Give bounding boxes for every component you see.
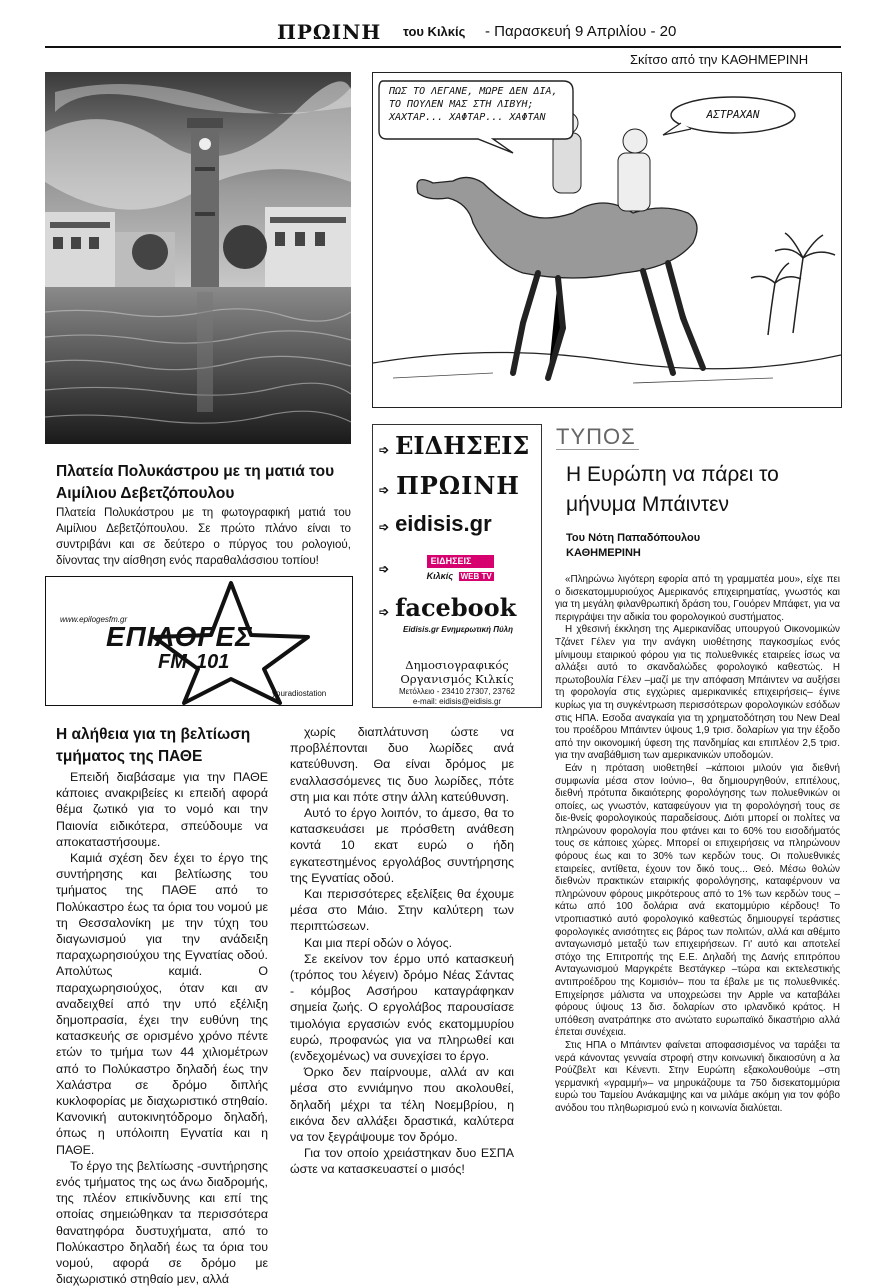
typos-article-byline: Του Νότη Παπαδόπουλου ΚΑΘΗΜΕΡΙΝΗ bbox=[566, 532, 701, 559]
newspaper-brand: ΠΡΩΙΝΗ bbox=[277, 20, 382, 44]
radio-frequency: 101 bbox=[196, 651, 230, 673]
issue-date-page: - Παρασκευή 9 Απριλίου - 20 bbox=[485, 23, 677, 40]
promo-organization: Δημοσιογραφικός Οργανισμός Κιλκίς bbox=[400, 658, 514, 686]
promo-item-facebook[interactable]: ➩ facebook bbox=[379, 593, 517, 622]
editorial-cartoon bbox=[372, 72, 842, 408]
section-rule bbox=[556, 449, 639, 450]
typos-article-title: Η Ευρώπη να πάρει το μήνυμα Μπάιντεν bbox=[566, 463, 779, 516]
section-label: ΤΥΠΟΣ bbox=[556, 424, 636, 449]
radio-name: ΕΠΙΛΟΓΕΣ bbox=[106, 621, 253, 652]
photo-story-title: Πλατεία Πολυκάστρου με τη ματιά του Αιμίλιου Δεβετζόπουλου bbox=[56, 463, 335, 502]
promo-contact: Μετόλλειο - 23410 27307, 23762 e-mail: eidisis@eidisis.gr bbox=[399, 687, 515, 706]
arrow-right-icon: ➩ bbox=[379, 562, 390, 576]
arrow-right-icon: ➩ bbox=[379, 605, 390, 619]
pathe-article-title: Η αλήθεια για τη βελτίωση τμήματος της ΠΑΘΕ bbox=[56, 726, 251, 765]
cartoon-speech-right: ΑΣΤΡΑΧΑΝ bbox=[706, 108, 760, 121]
promo-item-webtv[interactable] bbox=[379, 555, 494, 582]
promo-item-website[interactable]: ➩ eidisis.gr bbox=[379, 511, 492, 536]
arrow-right-icon: ➩ bbox=[379, 483, 391, 497]
media-promo-box bbox=[372, 424, 542, 708]
webtv-top-label: ΕΙΔΗΣΕΙΣ bbox=[427, 555, 494, 568]
radio-advertisement[interactable] bbox=[45, 576, 353, 706]
radio-tagline: youradiostation bbox=[272, 689, 327, 698]
promo-item-proini[interactable]: ➩ ΠΡΩΙΝΗ bbox=[379, 471, 520, 500]
clock-tower-photo-illustration bbox=[45, 72, 351, 444]
cartoon-speech-left: ΠΩΣ ΤΟ ΛΕΓΑΝΕ, ΜΩΡΕ ΔΕΝ ΔΙΑ, ΤΟ ΠΟΥΛΕΝ ΜΑΣ ΣΤΗ ΛΙΒΥΗ; ΧΑΧΤΑΡ... ΧΑΦΤΑΡ... ΧΑΦΤΑΝ bbox=[389, 86, 558, 123]
typos-article-body: «Πληρώνω λιγότερη εφορία από τη γραμματέα μου», είχε πει ο δισεκατομμυριούχος Αμερικανός επιχειρηματίας, γνωστός και για τη μεγάλη φιλανθρωπική δράση του, Γουόρεν Μπάφετ, για να περιγράψει την αδικία του φορολογικού συστήματος. Η χθεσινή έκκληση της Αμερικανίδας υπουργού Οικονομικών Τζάνετ Γέλεν για την ανάγκη υιοθέτησης παγκοσμίως ενός μίνιμουμ εταιρικού φόρου για τις πολυεθνικές εταιρείες ίσως να αλλάξει αυτό το σκανδαλώδες φορολογικό καθεστώς. Η πρωτοβουλία Γέλεν –μαζί με την απόφαση Μπάιντεν να αυξήσει τη φορολογία στις εγχώριες αμερικανικές επιχειρήσεις– έγινε κυρίως για τη συγκέντρωση περισσότερων φορολογικών εσόδων στις ΗΠΑ. Εσοδα αναγκαία για τη χρηματοδότηση του New Deal του προέδρου Μπάιντεν ύψους 1,9 τρισ. δολαρίων για την έξοδο από την οικονομική ύφεση της πανδημίας και επιπλέον 2,5 τρισ. για την αναβάθμιση των αμερικανικών υποδομών. Εάν η πρόταση υιοθετηθεί –κάποιοι μιλούν για διεθνή συμφωνία μέσα στον Ιούνιο–, θα δημιουργηθούν, επιτέλους, διεθνή πρότυπα δικαιότερης φορολόγησης των πολυεθνικών οι οποίες, ως γνωστόν, καταφεύγουν για τη φορολόγησή τους σε διε-θνείς φορολογικούς παραδείσους. Διότι μπορεί οι πολίτες να πληρώνουν φορολογία που φτάνει και το 60% του εισοδήματός τους σε κάποιες χώρες. Μπορεί οι επιχειρήσεις να πληρώνουν φόρους έως και το 30% των κερδών τους. Οι πολυεθνικές εταιρείες, αντίθετα, έχουν τον δικό τους... Θεό. Μέσω θολών διεθνών πρακτικών εταιρικής φορολόγησης, καταφέρνουν να πληρώνουν φόρους μικρότερους από το 1% των κερδών τους – κάτω από 100 δολάρια ανά εκατομμύριο κέρδους! Το ντροπιαστικό αυτό φορολογικό καθεστώς δημιουργεί τεράστιες φορολογικές ανισότητες εις βάρος των πολιτών, αλλά και αθέμιτο ανταγωνισμό μεταξύ των επιχειρήσεων. Γι' αυτό και αποτελεί στόχο της Επιτροπής της Ε.Ε. Δηλαδή της Δανής επιτρόπου Ανταγωνισμού Μαργκρέτε Βεστάγκερ –τώρα και εκτελεστικής αντιπροέδρου της Κομισιόν– που τα έβαλε με τις πολυεθνικές. Επιχείρησε μάλιστα να υποχρεώσει την Apple να καταβάλει φόρους ύψους 13 δισ. δολαρίων στο ιρλανδικό κράτος. Η υπόθεση ανατράπηκε στο ανώτατο ευρωπαϊκό δικαστήριο αλλά έπεται συνέχεια. Στις ΗΠΑ ο Μπάιντεν φαίνεται αποφασισμένος να ταράξει τα νερά κάνοντας γενναία στροφή στην κοινωνική δικαιοσύνη α λα Ρούζβελτ και Κένεντι. Στην Ευρώπη εξακολουθούμε –στη γερμανική «γραμμή»– να μηρυκάζουμε τα 750 δισεκατομμύρια ευρώ του Ταμείου Ανάκαμψης και να μιλάμε ακόμη για τον φόβο ανόδου του πληθωρισμού ενώ η κοινωνία διαλύεται. bbox=[555, 574, 840, 1114]
radio-band: FM bbox=[158, 651, 187, 673]
photo-story-caption: Πλατεία Πολυκάστρου με τη φωτογραφική ματιά του Αιμίλιου Δεβετζόπουλου. Σε πρώτο πλάνο είναι το συντριβάνι και σε δεύτερο ο πύργος του ρολογιού, δίνοντας την αίσθηση ενός παραθαλάσσιου τοπίου! bbox=[56, 506, 351, 567]
promo-item-eidiseis[interactable]: ➩ ΕΙΔΗΣΕΙΣ bbox=[379, 431, 530, 460]
arrow-right-icon: ➩ bbox=[379, 443, 390, 457]
pathe-article-column-1: Επειδή διαβάσαμε για την ΠΑΘΕ κάποιες ανακριβείες κι επειδή αφορά θέμα ζωτικό για το νομό και την Παιονία ειδικότερα, σπεύδουμε να αποκαταστήσουμε. Καμιά σχέση δεν έχει το έργο της συντήρησης και βελτίωσης του τμήματος της ΠΑΘΕ από το Πολύκαστρο έως τα όρια του νομού με τη Θεσσαλονίκη με την τύχη του διαγωνισμού για την ανάδειξη παραχωρησιούχου της Εγνατίας οδού. Απολύτως καμιά. Ο παραχωρησιούχος, όταν και αν αναδειχθεί από την υπό εξέλιξη δημοπρασία, έχει την ευθύνη της κατασκευής σε ορισμένο χρόνο πέντε ετών το τμήμα των 44 χιλιομέτρων από το Πολύκαστρο δηλαδή έως την Χαλάστρα σε δρόμο διπλής κυκλοφορίας με διαχωριστικό στηθαίο. Κανονική αυτοκινητόδρομο δηλαδή, όπως η υπόλοιπη Εγνατία και η ΠΑΘΕ. Το έργο της βελτίωσης -συντήρησης ενός τμήματος της ως άνω διαδρομής, της πλέον επικίνδυνης και επί της οποίας σημειώθηκαν τα περισσότερα θανατηφόρα δυστυχήματα, από το Πολύκαστρο δηλαδή έως τα όρια του νομού, αφορά σε δρόμο με διαχωριστικό στηθαίο μεν, αλλά bbox=[56, 770, 268, 1287]
radio-url: www.epilogesfm.gr bbox=[60, 615, 128, 624]
webtv-label: WEB TV bbox=[460, 572, 492, 581]
arrow-right-icon: ➩ bbox=[379, 520, 390, 534]
facebook-subtitle: Eidisis.gr Ενημερωτική Πύλη bbox=[403, 625, 514, 634]
newspaper-city: του Κιλκίς bbox=[403, 24, 466, 39]
pathe-article-column-2: χωρίς διαπλάτυνση ώστε να προβλέπονται δυο λωρίδες ανά κατεύθυνση. Θα είναι δρόμος με εναλλασσόμενες τις δυο λωρίδες, πότε στη μια και πότε στην άλλη κατεύθυνση. Αυτό το έργο λοιπόν, το άμεσο, θα το κατασκευάσει με πρόσθετη ανάθεση κοντά 10 εκατ ευρώ ο ήδη εγκατεστημένος εργολάβος συντήρησης της Εγνατίας οδού. Και περισσότερες εξελίξεις θα έχουμε μέσα στο Μάιο. Στην καλύτερη των περιπτώσεων. Και μια περί οδών ο λόγος. Σε εκείνον τον έρμο υπό κατασκευή (τρόπος του λέγειν) δρόμο Νέας Σάντας - κόμβος Ασσήρου καταγράφηκαν σημεία ζωής. Ο εργολάβος παρουσίασε τιμολόγια εργασιών ενός εκατομμυρίου ευρώ, προφανώς για να πληρωθεί και (ενδεχομένως) να συνεχίσει το έργο. Όρκο δεν παίρνουμε, αλλά αν και μέσα στο εννιάμηνο που ακολουθεί, δηλαδή μέχρι τα τέλη Νοεμβρίου, η εικόνα δεν αλλάξει δραστικά, καλύτερα να τον ξεγράψουμε τον δρόμο. Για τον οποίο χρειάστηκαν δυο ΕΣΠΑ ώστε να κατασκευαστεί ο μισός! bbox=[290, 725, 514, 1177]
webtv-city-label: Κιλκίς bbox=[426, 571, 454, 581]
masthead bbox=[45, 18, 841, 48]
cartoon-credit: Σκίτσο από την ΚΑΘΗΜΕΡΙΝΗ bbox=[630, 52, 809, 67]
square-photo bbox=[45, 72, 351, 444]
